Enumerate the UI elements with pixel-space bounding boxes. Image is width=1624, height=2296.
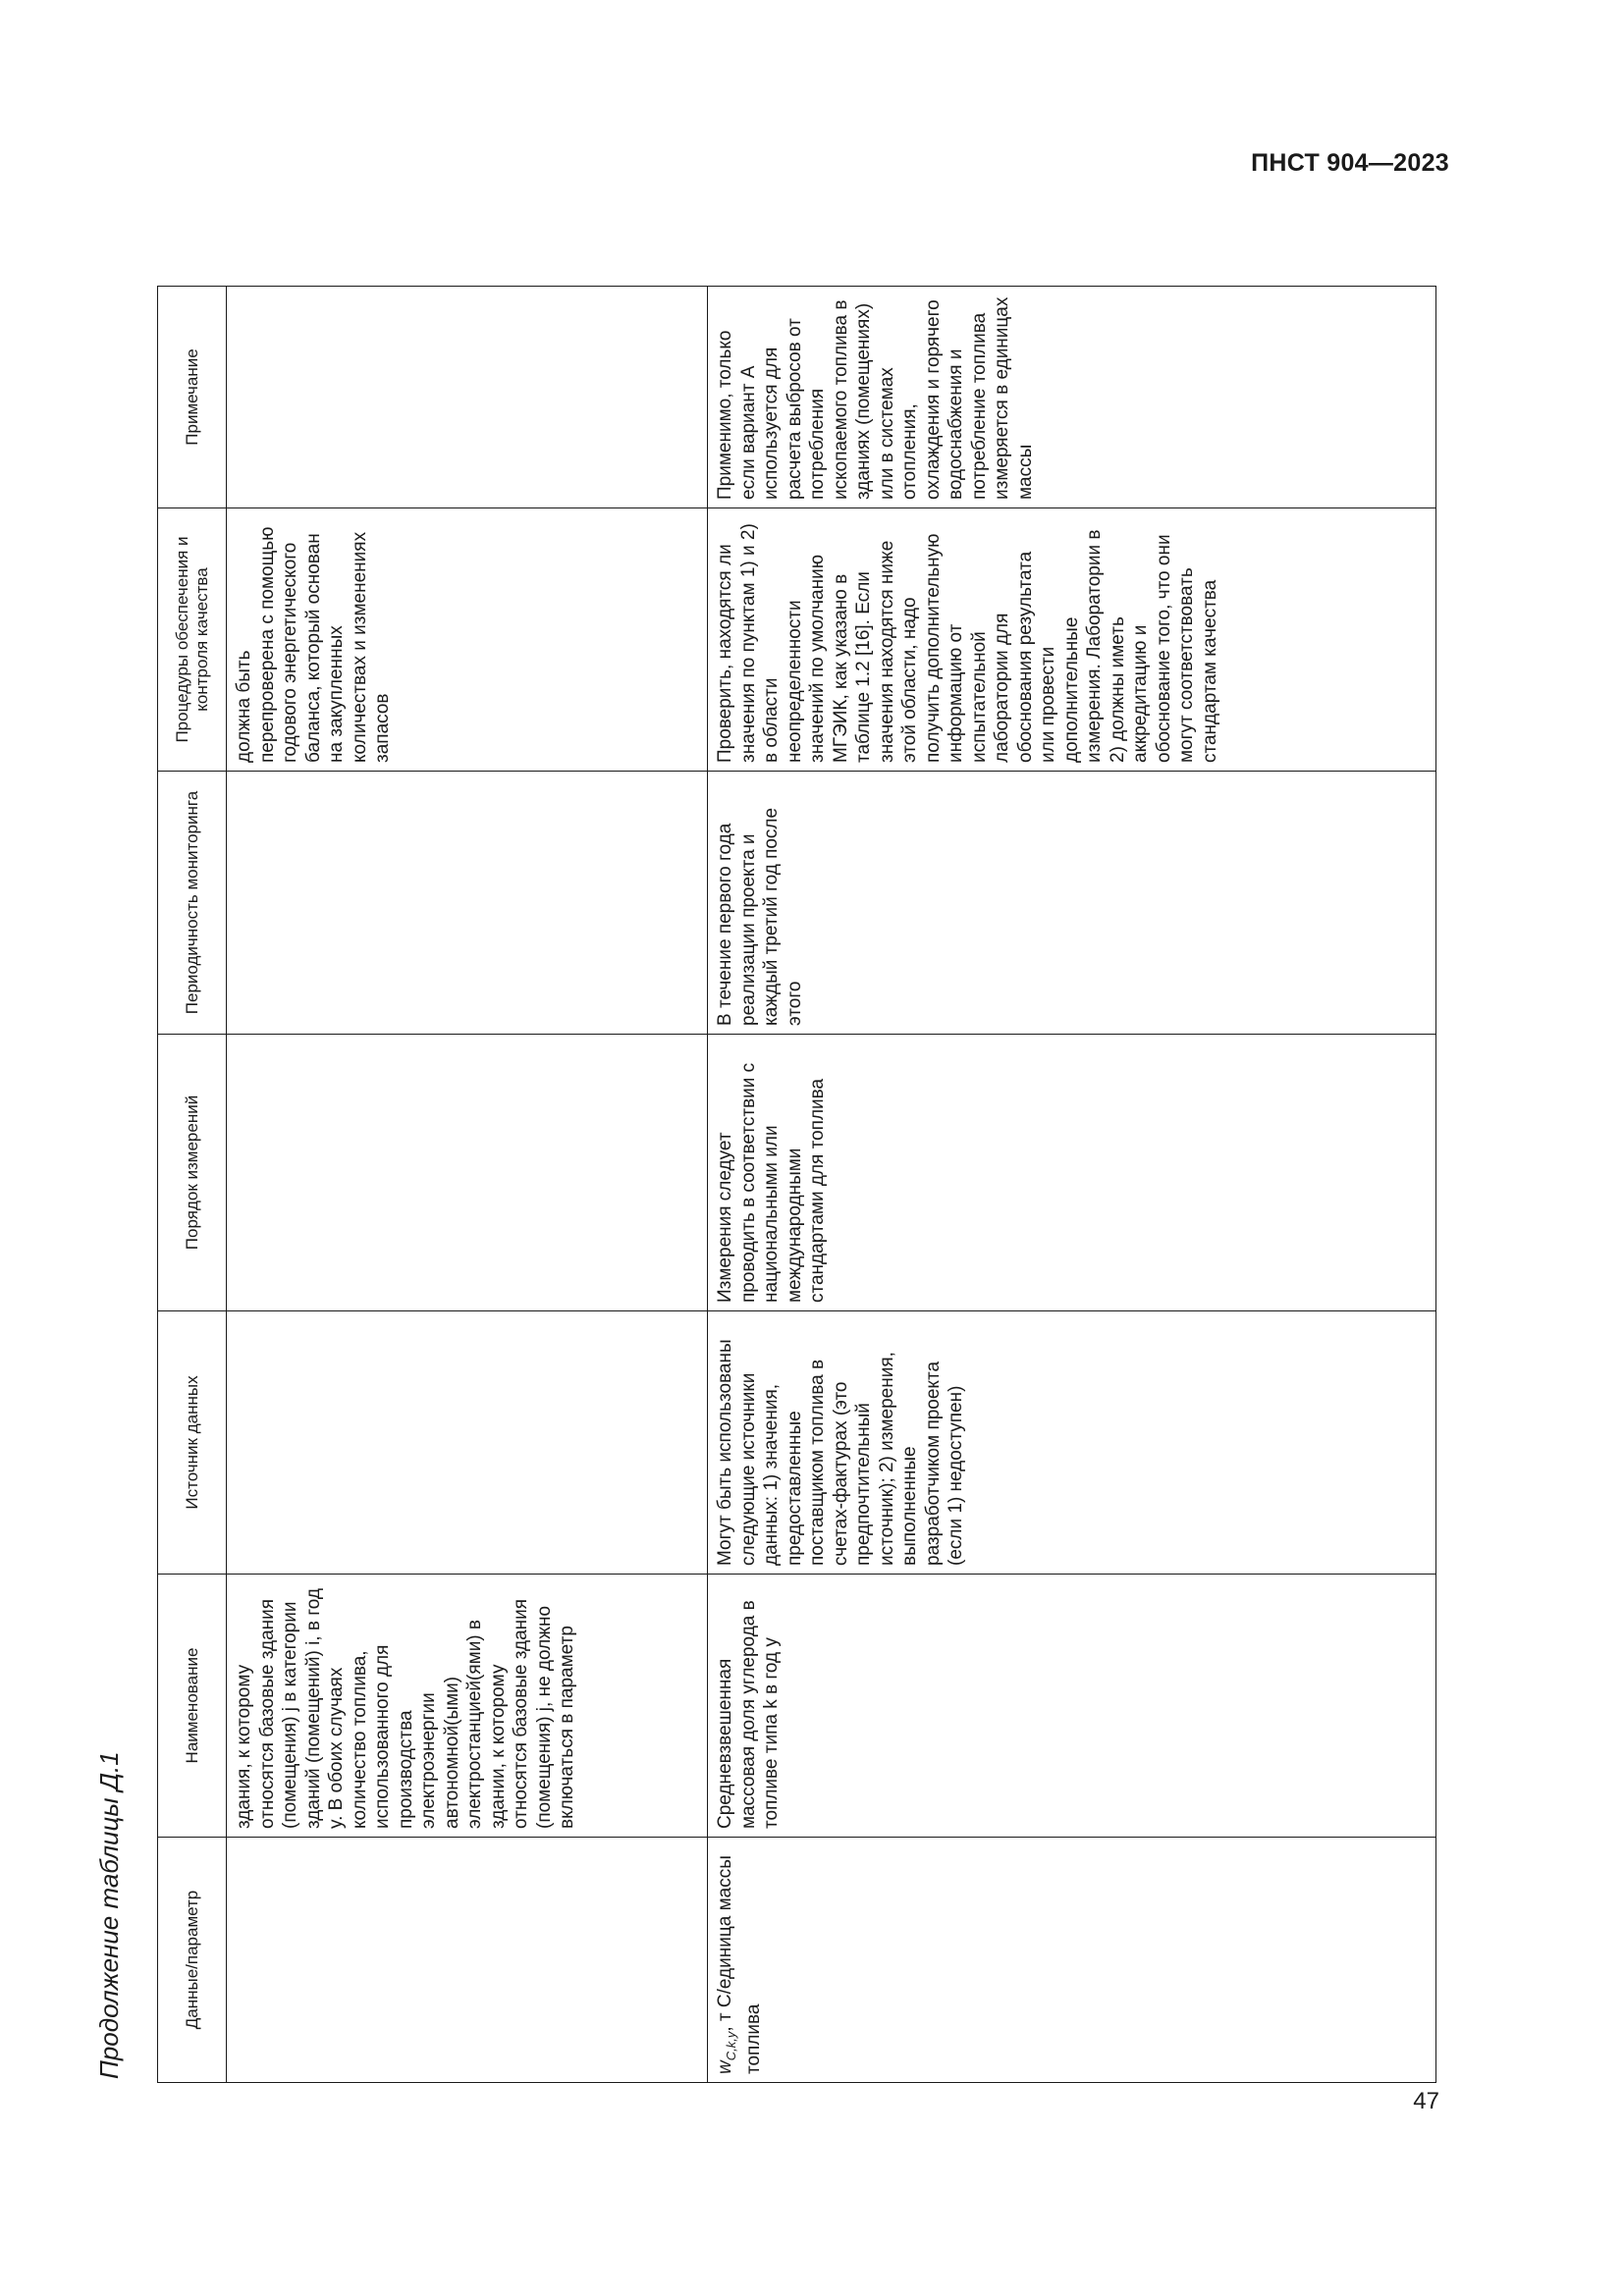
table-caption: Продолжение таблицы Д.1 bbox=[94, 1751, 124, 2079]
cell-note: Применимо, только если вариант А используется для расчета выбросов от потребления ископаемого топлива в зданиях (помещениях) или в системах отопления, охлаждения и горячего водоснабжения и потребление топлива измеряется в единицах массы bbox=[708, 287, 1436, 508]
page-number: 47 bbox=[1413, 2088, 1439, 2114]
cell-source: Могут быть использованы следующие источники данных: 1) значения, предоставленные поставщиком топлива в счетах-фактурах (это предпочтительный источник); 2) измерения, выполненные разработчиком проекта (если 1) недоступен) bbox=[708, 1311, 1436, 1575]
cell-procedure bbox=[227, 1035, 708, 1311]
col-header-qa: Процедуры обеспечения и контроля качества bbox=[158, 508, 227, 772]
param-subscript: C,k,y bbox=[723, 2031, 738, 2061]
cell-param bbox=[708, 1838, 1436, 2083]
param-symbol: w bbox=[715, 2060, 735, 2074]
col-header-procedure: Порядок измерений bbox=[158, 1035, 227, 1311]
table-row bbox=[708, 287, 1436, 2083]
col-header-frequency: Периодичность мониторинга bbox=[158, 772, 227, 1035]
document-code: ПНСТ 904—2023 bbox=[1251, 149, 1449, 177]
col-header-note: Примечание bbox=[158, 287, 227, 508]
cell-note bbox=[227, 287, 708, 508]
cell-frequency: В течение первого года реализации проекта и каждый третий год после этого bbox=[708, 772, 1436, 1035]
table-row bbox=[227, 287, 708, 2083]
cell-procedure: Измерения следует проводить в соответствии с национальными или международными стандартами для топлива bbox=[708, 1035, 1436, 1311]
cell-qa: должна быть перепроверена с помощью годового энергетического баланса, который основан на закупленных количествах и изменениях запасов bbox=[227, 508, 708, 772]
data-table bbox=[157, 286, 1436, 2083]
col-header-name: Наименование bbox=[158, 1575, 227, 1838]
col-header-source: Источник данных bbox=[158, 1311, 227, 1575]
param-unit: , т С/единица массы топлива bbox=[715, 1855, 765, 2074]
cell-name: Средневзвешенная массовая доля углерода в топливе типа k в год y bbox=[708, 1575, 1436, 1838]
col-header-param: Данные/параметр bbox=[158, 1838, 227, 2083]
cell-name: здания, к которому относятся базовые здания (помещения) j в категории зданий (помещений) i, в год y. В обоих случаях количество топлива, использованного для производства электроэнергии автономной(ыми) электростанцией(ями) в здании, к которому относятся базовые здания (помещения) j, не должно включаться в параметр bbox=[227, 1575, 708, 1838]
table-header-row bbox=[158, 287, 227, 2083]
rotated-table-container bbox=[157, 287, 1435, 2083]
cell-frequency bbox=[227, 772, 708, 1035]
cell-source bbox=[227, 1311, 708, 1575]
cell-param bbox=[227, 1838, 708, 2083]
cell-qa: Проверить, находятся ли значения по пунктам 1) и 2) в области неопределенности значений по умолчанию МГЭИК, как указано в таблице 1.2 [16]. Если значения находятся ниже этой области, надо получить дополнительную информацию от испытательной лаборатории для обоснования результата или провести дополнительные измерения. Лаборатории в 2) должны иметь аккредитацию и обоснование того, что они могут соответствовать стандартам качества bbox=[708, 508, 1436, 772]
